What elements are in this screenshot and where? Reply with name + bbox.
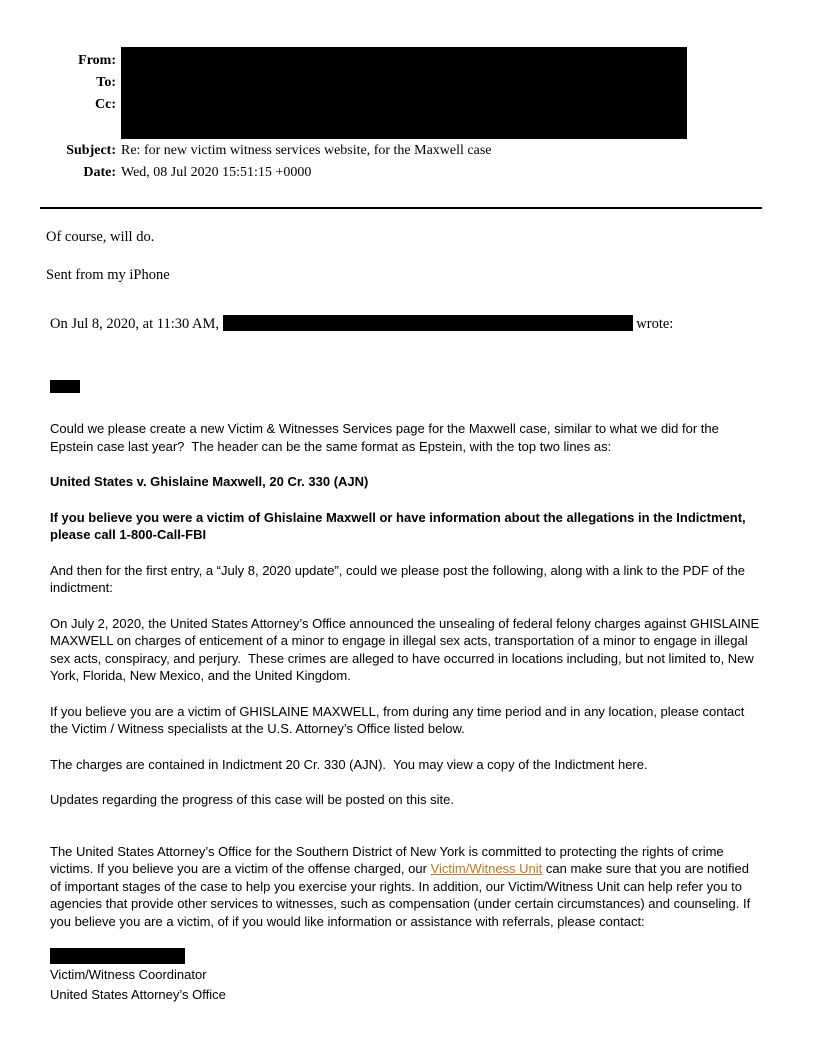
header-labels-column [46,47,116,139]
closing-paragraph [50,843,760,931]
sender-redaction [223,315,633,331]
case-heading: United States v. Ghislaine Maxwell, 20 Cr. 330 (AJN) [50,474,369,489]
indictment-paragraph: The charges are contained in Indictment 20 Cr. 330 (AJN). You may view a copy of the Indictment here. [50,756,648,772]
updates-paragraph: Updates regarding the progress of this case will be posted on this site. [50,792,454,807]
victim-witness-unit-link[interactable]: Victim/Witness Unit [430,861,543,876]
subject-row [46,143,816,159]
date-label: Date: [83,165,116,180]
quote-attribution [50,315,816,333]
victim-callout-heading: If you believe you were a victim of Ghislaine Maxwell or have information about the allegations in the Indictment, please call 1-800-Call-FBI [50,509,750,542]
from-label: From: [78,53,116,68]
header-redacted-fields [46,47,816,139]
greeting-redaction [50,380,80,393]
date-row [46,165,816,181]
closing-text-1: The United States Attorney’s Office for the Southern District of New York is committed to protecting the rights of crime victims. If you believe you are a victim of the offense charged, our [50,843,728,876]
subject-value: Re: for new victim witness services website, for the Maxwell case [121,143,492,158]
date-value: Wed, 08 Jul 2020 15:51:15 +0000 [121,165,312,180]
reply-text: Of course, will do. [46,229,155,245]
contact-org: United States Attorney’s Office [50,986,226,1002]
quoted-message [0,380,816,1003]
email-header [0,0,816,181]
cc-label: Cc: [95,97,116,112]
subject-label: Subject: [66,143,116,158]
charges-paragraph: On July 2, 2020, the United States Attorney’s Office announced the unsealing of federal felony charges against GHISLAINE MAXWELL on charges of enticement of a minor to engage in illegal sex acts, transportation of a minor to engage in illegal sex acts, conspiracy, and perjury. These crimes are alleged to have occurred in locations including, but not limited to, New York, Florida, New Mexico, and the United Kingdom. [50,615,763,683]
victim-contact-paragraph: If you believe you are a victim of GHISLAINE MAXWELL, from during any time period and in any location, please contact the Victim / Witness specialists at the U.S. Attorney’s Office listed below. [50,703,749,736]
header-redaction-block [121,47,687,139]
contact-title: Victim/Witness Coordinator [50,967,207,982]
header-divider [40,207,762,209]
attribution-suffix: wrote: [632,316,674,332]
request-paragraph: Could we please create a new Victim & Witnesses Services page for the Maxwell case, similar to what we did for the Epstein case last year? The header can be the same format as Epstein, with the top two lines as: [50,421,723,454]
update-paragraph: And then for the first entry, a “July 8, 2020 update”, could we please post the following, along with a link to the PDF of the indictment: [50,562,749,595]
attribution-prefix: On Jul 8, 2020, at 11:30 AM, [50,316,223,332]
iphone-signature: Sent from my iPhone [46,267,170,283]
reply-section [0,228,816,333]
contact-name-redaction [50,948,185,964]
closing-text-2: can make sure that you are notified of important stages of the case to help you exercise your rights. In addition, our Victim/Witness Unit can help refer you to agencies that provide other services to witnesses, such as compensation (under certain circumstances) and counseling. If you believe you are a victim, of if you would like information or assistance with referrals, please contact: [50,861,754,929]
to-label: To: [96,75,116,90]
